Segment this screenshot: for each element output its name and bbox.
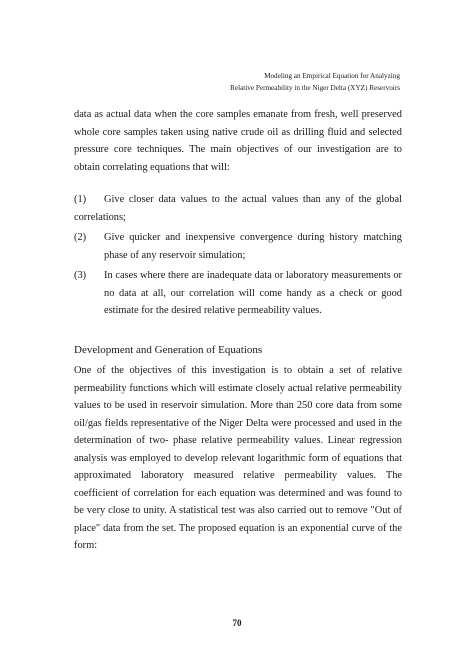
objective-item-3 <box>74 267 402 320</box>
section-paragraph: One of the objectives of this investigation is to obtain a set of relative permeability functions which will estimate closely actual relative permeability values to be used in reservoir simulation. More than 250 core data from some oil/gas fields representative of the Niger Delta were processed and used in the determination of two- phase relative permeability values. Linear regression analysis was employed to develop relevant logarithmic form of equations that approximated laboratory measured relative permeability values. The coefficient of correlation for each equation was determined and was found to be very close to unity. A statistical test was also carried out to remove "Out of place" data from the set. The proposed equation is an exponential curve of the form: <box>74 365 402 551</box>
running-header-line-2: Relative Permeability in the Niger Delta (XYZ) Reservoirs <box>230 84 400 92</box>
running-header-line-1: Modeling an Empirical Equation for Analyzing <box>264 72 400 80</box>
page-number: 70 <box>232 618 242 628</box>
objectives-list <box>74 191 402 323</box>
section-heading: Development and Generation of Equations <box>74 344 263 356</box>
objective-item-1 <box>74 191 402 226</box>
objective-item-2 <box>74 229 402 264</box>
objective-text: Give quicker and inexpensive convergence during history matching phase of any reservoir simulation; <box>104 232 402 261</box>
running-header <box>230 70 400 94</box>
objective-text: Give closer data values to the actual values than any of the global correlations; <box>74 194 402 223</box>
objective-text: In cases where there are inadequate data or laboratory measurements or no data at all, our correlation will come handy as a check or good estimate for the desired relative permeability values. <box>104 270 402 316</box>
objective-number: (3) <box>74 270 87 281</box>
intro-paragraph: data as actual data when the core samples emanate from fresh, well preserved whole core samples taken using native crude oil as drilling fluid and selected pressure core techniques. The main objectives of our investigation are to obtain correlating equations that will: <box>74 109 402 173</box>
objective-number: (1) <box>74 194 87 205</box>
objective-number: (2) <box>74 232 87 243</box>
